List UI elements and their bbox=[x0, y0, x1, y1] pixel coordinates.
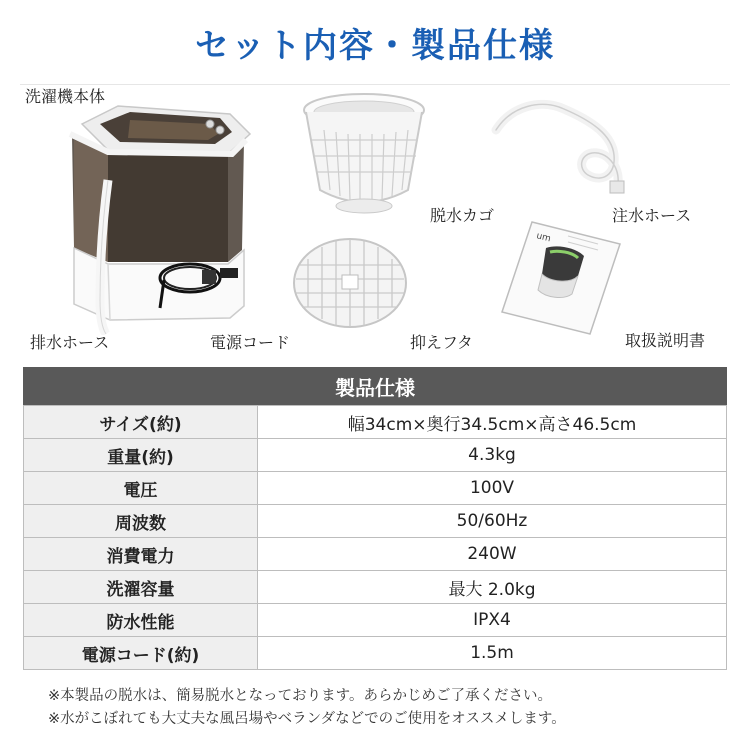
spec-header: 製品仕様 bbox=[23, 367, 727, 405]
spec-value-size: 幅34cm×奥行34.5cm×高さ46.5cm bbox=[258, 406, 727, 439]
table-row bbox=[24, 637, 727, 670]
table-row bbox=[24, 604, 727, 637]
spec-key-weight: 重量(約) bbox=[24, 439, 258, 472]
washer-image bbox=[60, 100, 260, 335]
table-row bbox=[24, 505, 727, 538]
spec-value-capacity: 最大 2.0kg bbox=[258, 571, 727, 604]
table-row bbox=[24, 472, 727, 505]
lid-image bbox=[290, 235, 410, 330]
spec-key-frequency: 周波数 bbox=[24, 505, 258, 538]
label-power-cord: 電源コード bbox=[210, 333, 291, 352]
inlet-hose-image bbox=[482, 95, 632, 205]
spec-value-frequency: 50/60Hz bbox=[258, 505, 727, 538]
table-row bbox=[24, 406, 727, 439]
spec-value-voltage: 100V bbox=[258, 472, 727, 505]
spec-key-waterproof: 防水性能 bbox=[24, 604, 258, 637]
spec-section bbox=[23, 367, 727, 670]
spec-key-cord: 電源コード(約) bbox=[24, 637, 258, 670]
footnote-item: ※水がこぼれても大丈夫な風呂場やベランダなどでのご使用をオススメします。 bbox=[48, 711, 566, 727]
spec-value-cord: 1.5m bbox=[258, 637, 727, 670]
label-manual: 取扱説明書 bbox=[625, 331, 706, 350]
label-lid: 抑えフタ bbox=[410, 333, 473, 352]
manual-image bbox=[498, 218, 623, 338]
label-washer: 洗濯機本体 bbox=[25, 87, 106, 106]
svg-text:um: um bbox=[535, 231, 552, 245]
label-drain-hose: 排水ホース bbox=[30, 333, 110, 352]
table-row bbox=[24, 571, 727, 604]
spec-key-size: サイズ(約) bbox=[24, 406, 258, 439]
spec-key-capacity: 洗濯容量 bbox=[24, 571, 258, 604]
label-inlet-hose: 注水ホース bbox=[612, 206, 692, 225]
page-title: セット内容・製品仕様 bbox=[195, 26, 555, 66]
footnotes bbox=[48, 685, 566, 731]
table-row bbox=[24, 538, 727, 571]
spec-value-waterproof: IPX4 bbox=[258, 604, 727, 637]
label-basket: 脱水カゴ bbox=[430, 206, 495, 225]
spec-value-power: 240W bbox=[258, 538, 727, 571]
spec-key-voltage: 電圧 bbox=[24, 472, 258, 505]
title-divider bbox=[20, 84, 730, 85]
table-row bbox=[24, 439, 727, 472]
spec-key-power: 消費電力 bbox=[24, 538, 258, 571]
basket-image bbox=[300, 90, 430, 220]
spec-value-weight: 4.3kg bbox=[258, 439, 727, 472]
footnote-item: ※本製品の脱水は、簡易脱水となっております。あらかじめご了承ください。 bbox=[48, 688, 552, 704]
spec-table bbox=[23, 405, 727, 670]
